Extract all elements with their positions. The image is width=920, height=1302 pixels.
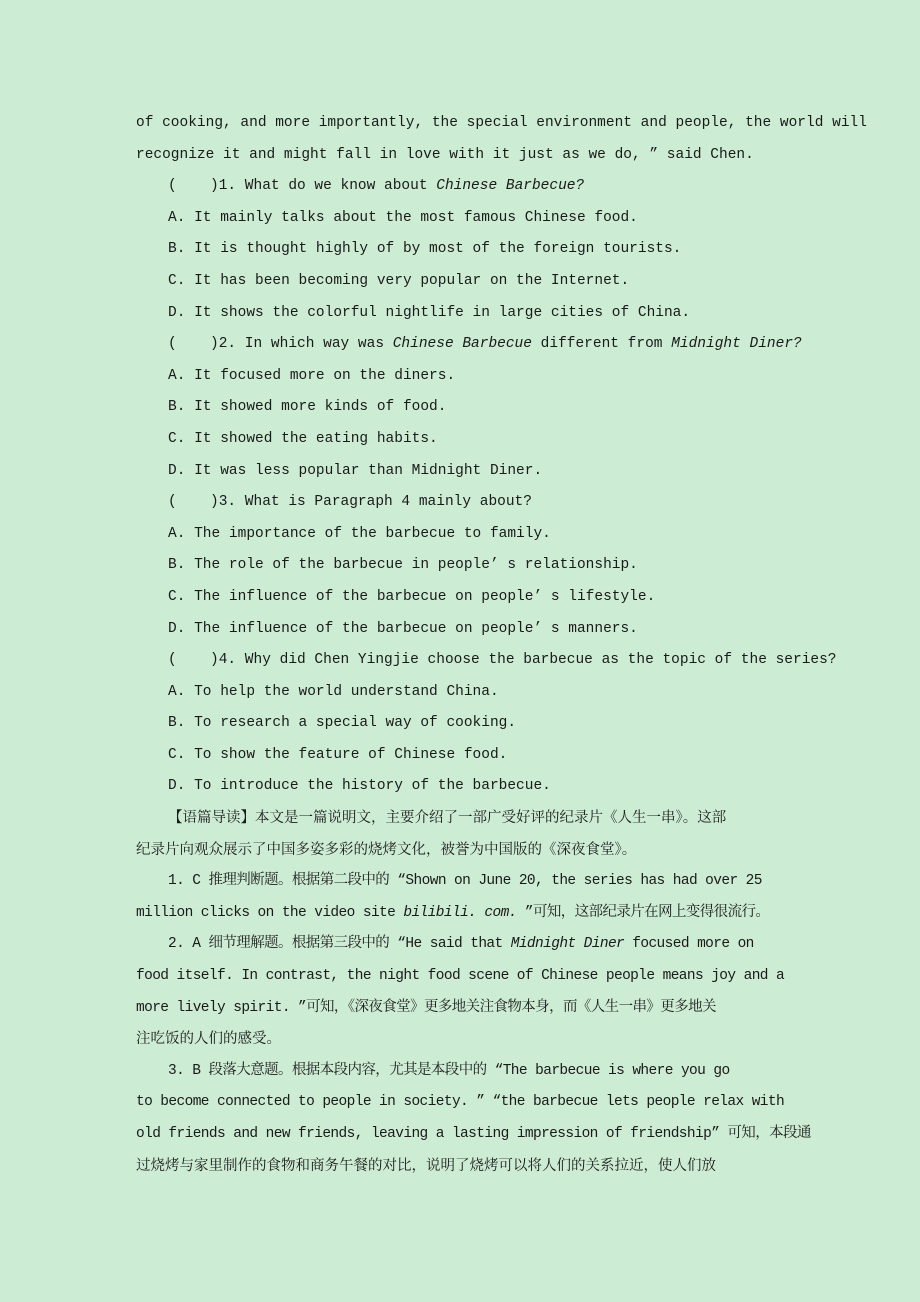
answer-3-line: old friends and new friends, leaving a lasting impression of friendship” 可知，本段通 [136,1126,811,1142]
question-1-stem: ( )1. What do we know about Chinese Barbecue? [136,174,796,206]
answer-1-line: million clicks on the video site bilibili. com. ”可知，这部纪录片在网上变得很流行。 [136,904,770,921]
answer-3-line: 过烧烤与家里制作的食物和商务午餐的对比，说明了烧烤可以将人们的关系拉近，使人们放 [136,1157,716,1174]
question-1-option-d: D. It shows the colorful nightlife in large cities of China. [168,304,691,321]
answer-blank: ( [168,178,177,195]
question-4-option-c: C. To show the feature of Chinese food. [168,746,508,763]
question-3-option-a: A. The importance of the barbecue to family. [168,525,551,542]
answer-blank: ( [168,652,177,669]
question-4-option-d: D. To introduce the history of the barbecue. [168,778,551,795]
question-3-option-d: D. The influence of the barbecue on people’ s manners. [168,620,638,637]
passage-line: recognize it and might fall in love with it just as we do, ” said Chen. [136,146,754,163]
italic-title: Midnight Diner? [671,336,802,353]
question-4-option-a: A. To help the world understand China. [168,683,499,700]
answer-2-line: 注吃饭的人们的感受。 [136,1031,281,1048]
document-page [136,111,867,1185]
italic-title: Chinese Barbecue? [436,178,585,195]
guide-line: 纪录片向观众展示了中国多姿多彩的烧烤文化，被誉为中国版的《深夜食堂》。 [136,841,637,858]
question-2-option-c: C. It showed the eating habits. [168,430,438,447]
question-1-option-c: C. It has been becoming very popular on the Internet. [168,272,630,289]
answer-3-line: to become connected to people in society. ” “the barbecue lets people relax with [136,1094,785,1111]
answer-blank: ( [168,494,177,511]
question-1-option-b: B. It is thought highly of by most of the foreign tourists. [168,241,682,258]
question-4-stem: ( )4. Why did Chen Yingjie choose the barbecue as the topic of the series? [136,648,796,680]
question-2-option-d: D. It was less popular than Midnight Diner. [168,462,543,479]
answer-2-line: more lively spirit. ”可知，《深夜食堂》更多地关注食物本身，而《人生一串》更多地关 [136,999,716,1016]
question-3-stem: ( )3. What is Paragraph 4 mainly about? [136,490,796,522]
question-2-option-a: A. It focused more on the diners. [168,367,456,384]
italic-title: Midnight Diner [510,936,625,953]
answer-1-line: 1. C 推理判断题。根据第二段中的 “Shown on June 20, the series has had over 25 [168,873,762,890]
italic-title: Chinese Barbecue [392,336,532,353]
answer-2-line: food itself. In contrast, the night food scene of Chinese people means joy and a [136,968,785,985]
question-2-option-b: B. It showed more kinds of food. [168,399,447,416]
question-3-option-b: B. The role of the barbecue in people’ s relationship. [168,557,638,574]
guide-line: 【语篇导读】本文是一篇说明文，主要介绍了一部广受好评的纪录片《人生一串》。这部 [168,810,727,827]
answer-blank: ( [168,336,177,353]
answer-3-line: 3. B 段落大意题。根据本段内容，尤其是本段中的 “The barbecue is where you go [168,1062,730,1079]
question-1-option-a: A. It mainly talks about the most famous Chinese food. [168,209,638,226]
italic-site: bilibili. com. [403,904,517,921]
passage-line: of cooking, and more importantly, the special environment and people, the world will [136,115,867,131]
question-4-option-b: B. To research a special way of cooking. [168,715,517,732]
question-3-option-c: C. The influence of the barbecue on people’ s lifestyle. [168,588,656,605]
answer-2-line: 2. A 细节理解题。根据第三段中的 “He said that Midnight Diner focused more on [168,936,754,953]
question-2-stem: ( )2. In which way was Chinese Barbecue different from Midnight Diner? [136,332,796,364]
